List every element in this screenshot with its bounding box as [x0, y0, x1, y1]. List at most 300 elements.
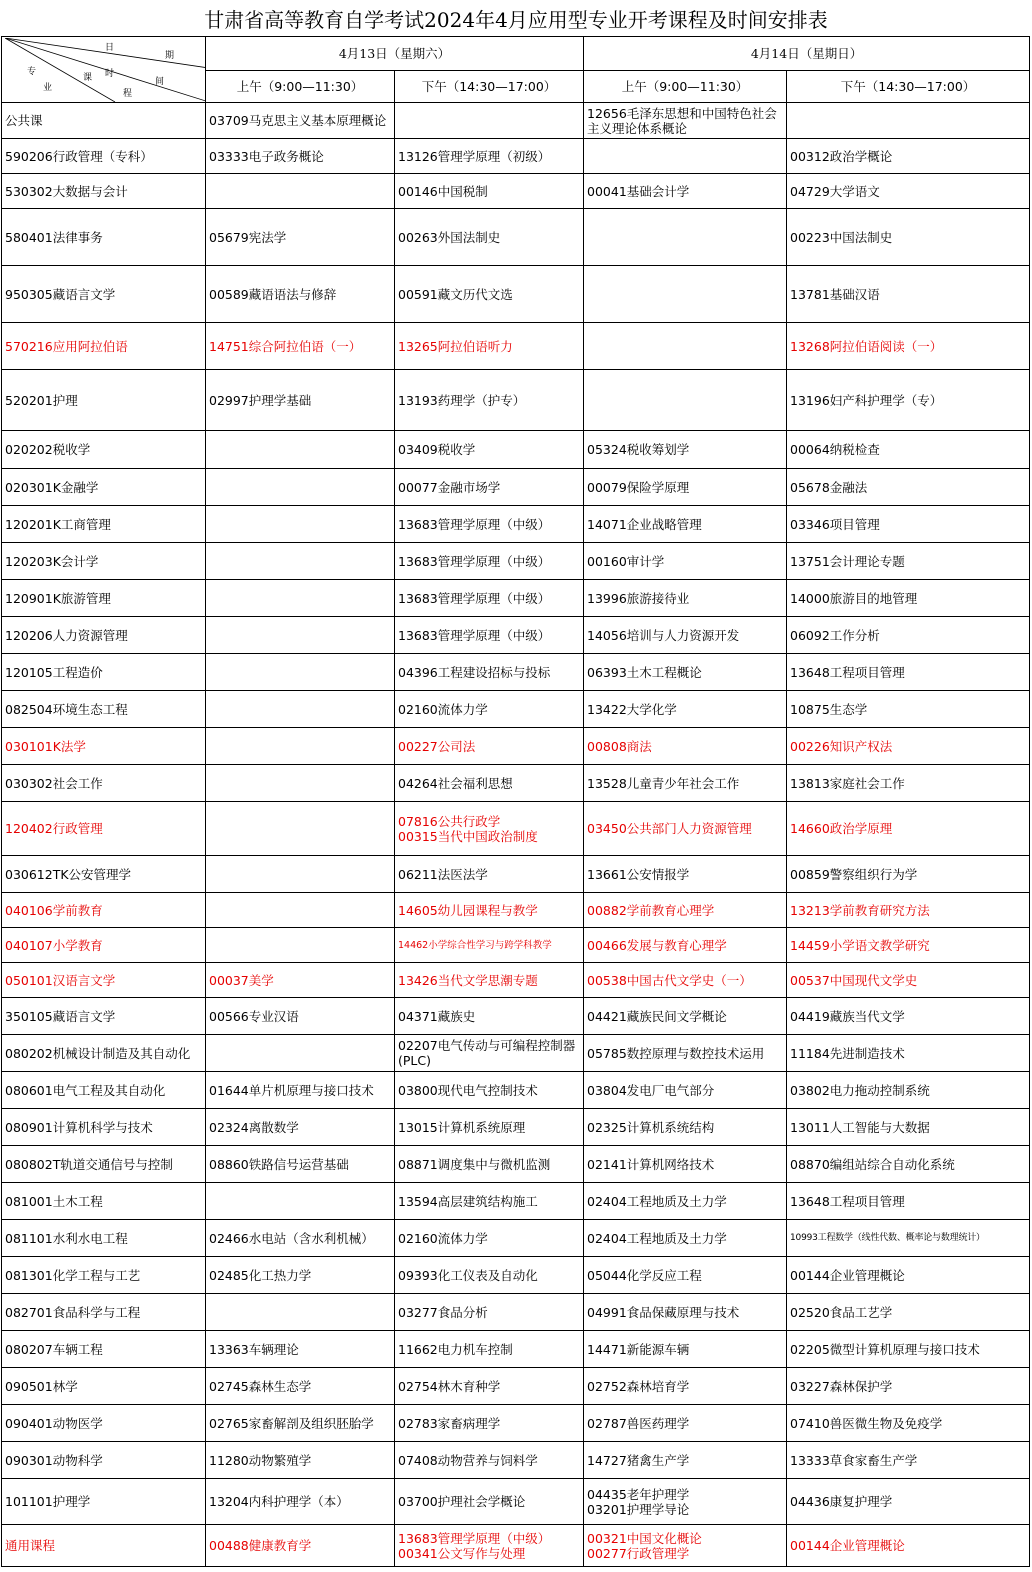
course-name: 13126管理学原理（初级） — [398, 148, 551, 164]
corner-label-period: 期 — [165, 50, 175, 61]
course-name: 04419藏族当代文学 — [790, 1008, 905, 1024]
course-name: 06092工作分析 — [790, 627, 880, 643]
table-row — [2, 1442, 1030, 1479]
major-cell: 030612TK公安管理学 — [2, 856, 206, 893]
course-cell-sat-am — [206, 998, 395, 1035]
course-cell-sat-am — [206, 1405, 395, 1442]
table-row — [2, 1368, 1030, 1405]
corner-label-major2: 业 — [43, 82, 53, 93]
course-name: 00226知识产权法 — [790, 738, 893, 754]
course-cell-sun-am — [584, 266, 787, 323]
session-header-sun-pm: 下午（14:30—17:00） — [787, 71, 1030, 103]
corner-header-cell — [2, 37, 206, 103]
course-name: 02745森林生态学 — [209, 1378, 312, 1394]
course-cell-sun-pm — [787, 691, 1030, 728]
course-name: 13683管理学原理（中级） — [398, 553, 551, 569]
course-name: 03709马克思主义基本原理概论 — [209, 113, 387, 128]
course-cell-sat-pm — [395, 928, 584, 963]
course-cell-sun-pm — [787, 728, 1030, 765]
course-cell-sat-pm — [395, 856, 584, 893]
course-cell-sat-am — [206, 1331, 395, 1368]
course-cell-sat-am — [206, 1035, 395, 1072]
course-cell-sat-pm — [395, 266, 584, 323]
table-row — [2, 893, 1030, 928]
course-name: 00537中国现代文学史 — [790, 972, 918, 988]
course-cell-sat-am — [206, 266, 395, 323]
course-name: 02997护理学基础 — [209, 392, 312, 408]
course-cell-sat-am — [206, 765, 395, 802]
course-cell-sun-pm — [787, 1405, 1030, 1442]
course-name: 05785数控原理与数控技术运用 — [587, 1045, 765, 1061]
course-cell-sun-pm — [787, 431, 1030, 469]
course-cell-sun-am — [584, 431, 787, 469]
course-name: 03333电子政务概论 — [209, 148, 324, 164]
course-name: 06211法医法学 — [398, 866, 488, 882]
header-day-row — [2, 37, 1030, 71]
course-cell-sat-pm — [395, 1035, 584, 1072]
course-name: 00144企业管理概论 — [790, 1267, 905, 1283]
course-name: 14071企业战略管理 — [587, 516, 702, 532]
course-name: 00041基础会计学 — [587, 183, 690, 199]
major-cell: 050101汉语言文学 — [2, 963, 206, 998]
course-name: 13683管理学原理（中级） — [398, 590, 551, 606]
day-header-sun: 4月14日（星期日） — [584, 37, 1030, 71]
major-cell: 580401法律事务 — [2, 209, 206, 266]
course-cell-sat-am — [206, 1109, 395, 1146]
corner-label-course2: 程 — [123, 88, 133, 99]
course-cell-sun-pm — [787, 1109, 1030, 1146]
course-name: 13426当代文学思潮专题 — [398, 972, 538, 988]
course-cell-sun-am — [584, 1072, 787, 1109]
diagonal-header — [5, 38, 206, 102]
course-cell-sat-pm — [395, 1368, 584, 1405]
course-name: 00589藏语语法与修辞 — [209, 286, 337, 302]
course-cell-sat-am — [206, 1479, 395, 1525]
course-name: 02404工程地质及土力学 — [587, 1193, 727, 1209]
course-cell-sun-pm — [787, 103, 1030, 139]
major-cell: 570216应用阿拉伯语 — [2, 323, 206, 370]
table-row — [2, 1109, 1030, 1146]
table-row — [2, 856, 1030, 893]
course-cell-sun-am — [584, 1035, 787, 1072]
course-name: 00079保险学原理 — [587, 479, 690, 495]
course-cell-sat-am — [206, 856, 395, 893]
course-name: 02207电气传动与可编程控制器(PLC) — [398, 1038, 576, 1068]
course-cell-sat-pm — [395, 728, 584, 765]
course-cell-sat-am — [206, 1294, 395, 1331]
course-name: 10993工程数学（线性代数、概率论与数理统计） — [790, 1232, 985, 1243]
course-cell-sat-pm — [395, 1109, 584, 1146]
course-name: 11662电力机车控制 — [398, 1341, 513, 1357]
course-name: 00144企业管理概论 — [790, 1538, 905, 1553]
course-name: 03227森林保护学 — [790, 1378, 893, 1394]
course-name: 13648工程项目管理 — [790, 664, 905, 680]
major-cell: 080802T轨道交通信号与控制 — [2, 1146, 206, 1183]
course-cell-sun-pm — [787, 1035, 1030, 1072]
table-row — [2, 469, 1030, 506]
course-name: 11280动物繁殖学 — [209, 1452, 312, 1468]
page-title: 甘肃省高等教育自学考试2024年4月应用型专业开考课程及时间安排表 — [204, 8, 828, 32]
course-name: 04435老年护理学 — [587, 1486, 690, 1502]
table-row — [2, 266, 1030, 323]
course-cell-sun-pm — [787, 1257, 1030, 1294]
course-cell-sat-am — [206, 543, 395, 580]
course-name: 00037美学 — [209, 972, 274, 988]
course-cell-sun-pm — [787, 893, 1030, 928]
course-cell-sun-am — [584, 1405, 787, 1442]
course-name: 13363车辆理论 — [209, 1341, 299, 1357]
course-cell-sun-am — [584, 209, 787, 266]
course-name: 13661公安情报学 — [587, 866, 690, 882]
course-cell-sat-am — [206, 580, 395, 617]
major-cell: 520201护理 — [2, 370, 206, 431]
course-name: 06393土木工程概论 — [587, 664, 702, 680]
course-cell-sat-pm — [395, 893, 584, 928]
course-cell-sat-pm — [395, 1072, 584, 1109]
course-cell-sat-pm — [395, 1479, 584, 1525]
table-row — [2, 963, 1030, 998]
course-cell-sat-am — [206, 1257, 395, 1294]
course-cell-sun-pm — [787, 1368, 1030, 1405]
major-cell: 090401动物医学 — [2, 1405, 206, 1442]
course-cell-sat-am — [206, 1442, 395, 1479]
course-name: 14462小学综合性学习与跨学科教学 — [398, 939, 552, 951]
course-cell-sun-pm — [787, 174, 1030, 209]
course-cell-sun-pm — [787, 1183, 1030, 1220]
table-row — [2, 765, 1030, 802]
schedule-table — [1, 36, 1030, 1567]
course-name: 01644单片机原理与接口技术 — [209, 1082, 374, 1098]
table-row — [2, 370, 1030, 431]
course-cell-sun-am — [584, 654, 787, 691]
course-name: 02160流体力学 — [398, 701, 488, 717]
course-cell-sat-pm — [395, 1257, 584, 1294]
course-cell-sat-pm — [395, 654, 584, 691]
course-cell-sun-am — [584, 370, 787, 431]
course-cell-sun-pm — [787, 370, 1030, 431]
course-name: 02205微型计算机原理与接口技术 — [790, 1341, 980, 1357]
course-cell-sat-pm — [395, 1331, 584, 1368]
course-cell-sat-pm — [395, 802, 584, 856]
course-name: 00566专业汉语 — [209, 1008, 299, 1024]
course-name: 00321中国文化概论 — [587, 1530, 702, 1546]
course-cell-sun-pm — [787, 139, 1030, 174]
course-cell-sun-pm — [787, 928, 1030, 963]
course-name: 07816公共行政学 — [398, 813, 501, 829]
table-row — [2, 1331, 1030, 1368]
course-cell-sat-am — [206, 802, 395, 856]
course-cell-sat-am — [206, 893, 395, 928]
course-name: 14000旅游目的地管理 — [790, 590, 918, 606]
course-cell-sat-am — [206, 370, 395, 431]
course-name: 13683管理学原理（中级） — [398, 1530, 551, 1546]
course-name: 03700护理社会学概论 — [398, 1494, 526, 1509]
course-cell-sat-pm — [395, 431, 584, 469]
course-name: 00077金融市场学 — [398, 479, 501, 495]
course-name: 03346项目管理 — [790, 516, 880, 532]
course-cell-sat-pm — [395, 1525, 584, 1567]
table-row — [2, 174, 1030, 209]
table-row — [2, 998, 1030, 1035]
course-name: 08870编组站综合自动化系统 — [790, 1156, 955, 1172]
course-name: 13011人工智能与大数据 — [790, 1119, 930, 1135]
table-row — [2, 209, 1030, 266]
course-cell-sun-am — [584, 728, 787, 765]
course-name: 04436康复护理学 — [790, 1494, 893, 1509]
course-cell-sat-pm — [395, 323, 584, 370]
course-cell-sat-am — [206, 1183, 395, 1220]
course-name: 00227公司法 — [398, 738, 476, 754]
table-row — [2, 1146, 1030, 1183]
course-cell-sun-pm — [787, 209, 1030, 266]
major-cell: 120201K工商管理 — [2, 506, 206, 543]
major-cell: 030101K法学 — [2, 728, 206, 765]
course-cell-sun-am — [584, 1183, 787, 1220]
course-cell-sun-pm — [787, 469, 1030, 506]
course-name: 00064纳税检查 — [790, 442, 880, 457]
course-name: 13648工程项目管理 — [790, 1193, 905, 1209]
course-cell-sat-am — [206, 139, 395, 174]
course-cell-sun-pm — [787, 1525, 1030, 1567]
major-cell: 公共课 — [2, 103, 206, 139]
course-name: 13015计算机系统原理 — [398, 1119, 526, 1135]
course-name: 00277行政管理学 — [587, 1545, 690, 1561]
course-cell-sat-pm — [395, 998, 584, 1035]
course-cell-sat-am — [206, 654, 395, 691]
major-cell: 082504环境生态工程 — [2, 691, 206, 728]
table-row — [2, 1525, 1030, 1567]
course-name: 03802电力拖动控制系统 — [790, 1082, 930, 1098]
course-name: 04729大学语文 — [790, 183, 880, 199]
course-cell-sun-am — [584, 1479, 787, 1525]
course-name: 04421藏族民间文学概论 — [587, 1008, 727, 1024]
course-name: 05678金融法 — [790, 479, 868, 495]
course-cell-sun-pm — [787, 1331, 1030, 1368]
course-name: 02520食品工艺学 — [790, 1304, 893, 1320]
course-name: 13996旅游接待业 — [587, 590, 690, 606]
course-name: 13204内科护理学（本） — [209, 1494, 349, 1509]
course-name: 13751会计理论专题 — [790, 553, 905, 569]
course-name: 13528儿童青少年社会工作 — [587, 775, 740, 791]
course-name: 00466发展与教育心理学 — [587, 937, 727, 953]
course-name: 03800现代电气控制技术 — [398, 1082, 538, 1098]
course-cell-sat-pm — [395, 103, 584, 139]
major-cell: 090501林学 — [2, 1368, 206, 1405]
course-cell-sun-am — [584, 1220, 787, 1257]
course-name: 13781基础汉语 — [790, 286, 880, 302]
course-name: 12656毛泽东思想和中国特色社会主义理论体系概论 — [587, 105, 777, 136]
course-name: 13683管理学原理（中级） — [398, 627, 551, 643]
course-cell-sun-pm — [787, 1479, 1030, 1525]
course-cell-sat-am — [206, 617, 395, 654]
course-cell-sat-pm — [395, 1405, 584, 1442]
corner-label-date: 日 — [105, 42, 115, 53]
course-name: 04991食品保藏原理与技术 — [587, 1304, 740, 1320]
course-cell-sat-pm — [395, 469, 584, 506]
course-name: 02485化工热力学 — [209, 1267, 312, 1283]
table-row — [2, 323, 1030, 370]
course-cell-sat-pm — [395, 370, 584, 431]
course-cell-sat-pm — [395, 209, 584, 266]
course-name: 07410兽医微生物及免疫学 — [790, 1415, 943, 1431]
course-name: 13683管理学原理（中级） — [398, 516, 551, 532]
course-name: 03450公共部门人力资源管理 — [587, 821, 752, 836]
major-cell: 950305藏语言文学 — [2, 266, 206, 323]
course-cell-sat-pm — [395, 1183, 584, 1220]
course-name: 00488健康教育学 — [209, 1538, 312, 1553]
course-cell-sat-am — [206, 1220, 395, 1257]
course-name: 02466水电站（含水利机械） — [209, 1230, 374, 1246]
course-name: 03201护理学导论 — [587, 1501, 690, 1517]
course-cell-sun-pm — [787, 1072, 1030, 1109]
course-name: 03277食品分析 — [398, 1304, 488, 1320]
course-name: 07408动物营养与饲料学 — [398, 1452, 538, 1468]
table-row — [2, 1035, 1030, 1072]
course-cell-sat-am — [206, 103, 395, 139]
course-cell-sun-pm — [787, 998, 1030, 1035]
table-row — [2, 580, 1030, 617]
course-name: 13193药理学（护专） — [398, 392, 526, 408]
course-name: 09393化工仪表及自动化 — [398, 1267, 538, 1283]
major-cell: 020202税收学 — [2, 431, 206, 469]
major-cell: 082701食品科学与工程 — [2, 1294, 206, 1331]
course-cell-sun-am — [584, 928, 787, 963]
major-cell: 120901K旅游管理 — [2, 580, 206, 617]
major-cell: 530302大数据与会计 — [2, 174, 206, 209]
course-cell-sun-am — [584, 323, 787, 370]
course-name: 14660政治学原理 — [790, 821, 893, 836]
course-cell-sat-am — [206, 469, 395, 506]
course-cell-sat-am — [206, 1072, 395, 1109]
course-cell-sun-pm — [787, 963, 1030, 998]
course-name: 03804发电厂电气部分 — [587, 1082, 715, 1098]
course-cell-sun-pm — [787, 1220, 1030, 1257]
session-header-sat-pm: 下午（14:30—17:00） — [395, 71, 584, 103]
course-cell-sun-pm — [787, 323, 1030, 370]
course-name: 02160流体力学 — [398, 1230, 488, 1246]
course-name: 14056培训与人力资源开发 — [587, 627, 740, 643]
table-row — [2, 1405, 1030, 1442]
course-cell-sat-pm — [395, 543, 584, 580]
course-name: 13422大学化学 — [587, 701, 677, 717]
course-name: 04371藏族史 — [398, 1008, 476, 1024]
major-cell: 081301化学工程与工艺 — [2, 1257, 206, 1294]
course-name: 04396工程建设招标与投标 — [398, 664, 551, 680]
course-name: 00315当代中国政治制度 — [398, 828, 538, 844]
course-cell-sat-pm — [395, 691, 584, 728]
course-name: 14459小学语文教学研究 — [790, 937, 930, 953]
course-cell-sat-am — [206, 963, 395, 998]
course-name: 13594高层建筑结构施工 — [398, 1193, 538, 1209]
course-cell-sat-pm — [395, 580, 584, 617]
table-row — [2, 431, 1030, 469]
major-cell: 350105藏语言文学 — [2, 998, 206, 1035]
course-cell-sun-am — [584, 617, 787, 654]
course-name: 00160审计学 — [587, 553, 665, 569]
course-cell-sat-am — [206, 728, 395, 765]
course-cell-sat-pm — [395, 963, 584, 998]
table-row — [2, 1072, 1030, 1109]
course-cell-sat-pm — [395, 1442, 584, 1479]
course-name: 05324税收筹划学 — [587, 442, 690, 457]
course-name: 13265阿拉伯语听力 — [398, 338, 513, 354]
table-row — [2, 1220, 1030, 1257]
course-name: 00538中国古代文学史（一） — [587, 972, 752, 988]
major-cell: 080901计算机科学与技术 — [2, 1109, 206, 1146]
major-cell: 020301K金融学 — [2, 469, 206, 506]
course-name: 00263外国法制史 — [398, 229, 501, 245]
course-cell-sun-am — [584, 1442, 787, 1479]
course-name: 00882学前教育心理学 — [587, 902, 715, 918]
course-name: 14751综合阿拉伯语（一） — [209, 338, 362, 354]
course-cell-sun-am — [584, 1294, 787, 1331]
table-row — [2, 1294, 1030, 1331]
course-cell-sun-am — [584, 174, 787, 209]
course-cell-sun-pm — [787, 1146, 1030, 1183]
course-name: 10875生态学 — [790, 701, 868, 717]
table-row — [2, 543, 1030, 580]
course-cell-sun-am — [584, 1257, 787, 1294]
day-header-sat: 4月13日（星期六） — [206, 37, 584, 71]
course-cell-sat-am — [206, 209, 395, 266]
course-cell-sun-pm — [787, 802, 1030, 856]
course-cell-sun-pm — [787, 617, 1030, 654]
major-cell: 101101护理学 — [2, 1479, 206, 1525]
table-row — [2, 506, 1030, 543]
course-name: 14605幼儿园课程与教学 — [398, 902, 538, 918]
course-name: 02324离散数学 — [209, 1119, 299, 1135]
course-name: 02325计算机系统结构 — [587, 1119, 715, 1135]
major-cell: 081001土木工程 — [2, 1183, 206, 1220]
course-name: 02141计算机网络技术 — [587, 1156, 715, 1172]
course-name: 00312政治学概论 — [790, 148, 893, 164]
course-cell-sun-pm — [787, 765, 1030, 802]
major-cell: 120203K会计学 — [2, 543, 206, 580]
major-cell: 080207车辆工程 — [2, 1331, 206, 1368]
course-cell-sun-pm — [787, 580, 1030, 617]
course-cell-sun-am — [584, 139, 787, 174]
course-cell-sun-am — [584, 1331, 787, 1368]
course-name: 13268阿拉伯语阅读（一） — [790, 338, 943, 354]
course-cell-sat-pm — [395, 1146, 584, 1183]
course-cell-sun-am — [584, 506, 787, 543]
course-name: 02752森林培育学 — [587, 1378, 690, 1394]
major-cell: 120206人力资源管理 — [2, 617, 206, 654]
course-name: 14727猪禽生产学 — [587, 1452, 690, 1468]
course-cell-sun-pm — [787, 1442, 1030, 1479]
course-cell-sun-am — [584, 103, 787, 139]
table-row — [2, 139, 1030, 174]
major-cell: 090301动物科学 — [2, 1442, 206, 1479]
course-cell-sun-am — [584, 691, 787, 728]
course-cell-sat-pm — [395, 174, 584, 209]
major-cell: 081101水利水电工程 — [2, 1220, 206, 1257]
course-cell-sat-pm — [395, 765, 584, 802]
corner-label-course: 课 — [83, 72, 93, 83]
course-cell-sun-am — [584, 963, 787, 998]
table-row — [2, 1257, 1030, 1294]
course-name: 02783家畜病理学 — [398, 1415, 501, 1431]
major-cell: 040107小学教育 — [2, 928, 206, 963]
course-cell-sat-pm — [395, 617, 584, 654]
table-row — [2, 928, 1030, 963]
course-name: 14471新能源车辆 — [587, 1341, 690, 1357]
course-cell-sat-pm — [395, 139, 584, 174]
table-row — [2, 103, 1030, 139]
course-cell-sun-am — [584, 543, 787, 580]
table-row — [2, 728, 1030, 765]
course-name: 02754林木育种学 — [398, 1378, 501, 1394]
